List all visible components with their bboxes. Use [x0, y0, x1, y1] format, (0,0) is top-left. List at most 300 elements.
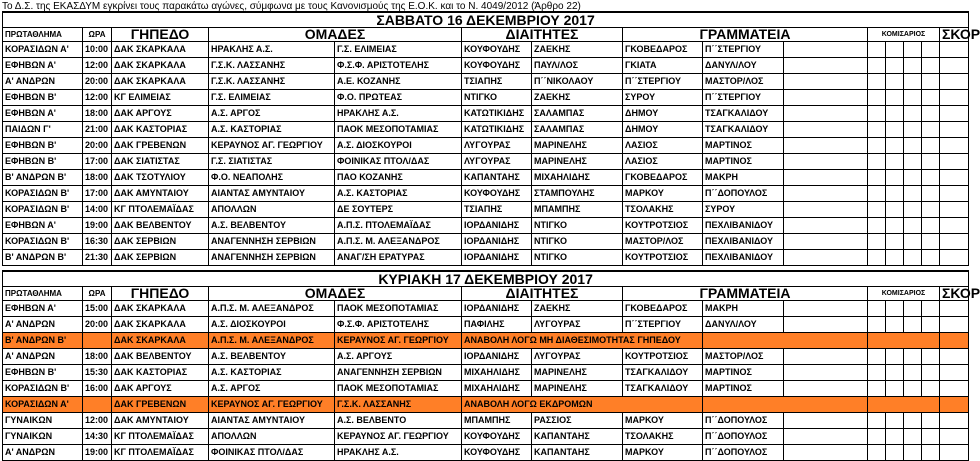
home-team-cell: Α.Σ. ΔΙΟΣΚΟΥΡΟΙ — [209, 317, 335, 333]
commissioner-cell — [904, 186, 922, 202]
away-team-cell: ΗΡΑΚΛΗΣ Α.Σ. — [335, 445, 462, 461]
official-2-cell: Π΄΄ΔΟΠΟΥΛΟΣ — [703, 413, 784, 429]
venue-cell: ΔΑΚ ΣΚΑΡΚΑΛΑ — [112, 42, 209, 58]
official-2-cell: ΔΑΝΥΛ/ΛΟΥ — [703, 58, 784, 74]
home-team-cell: Φ.Ο. ΝΕΑΠΟΛΗΣ — [209, 170, 335, 186]
game-row — [3, 381, 969, 397]
game-row — [3, 317, 969, 333]
official-2-cell: Π΄΄ΣΤΕΡΓΙΟΥ — [703, 42, 784, 58]
commissioner-cell — [922, 202, 940, 218]
away-team-cell: Φ.Ο. ΠΡΩΤΕΑΣ — [335, 90, 462, 106]
referee-1-cell: ΛΥΓΟΥΡΑΣ — [462, 154, 532, 170]
referee-2-cell: ΛΥΓΟΥΡΑΣ — [532, 317, 623, 333]
commissioner-cell — [922, 186, 940, 202]
header-championship: ΠΡΩΤΑΘΛΗΜΑ — [3, 28, 83, 42]
commissioner-cell — [868, 301, 886, 317]
category-cell: ΚΟΡΑΣΙΔΩΝ Α' — [3, 42, 83, 58]
commissioner-cell — [868, 122, 886, 138]
referee-2-cell: ΛΥΓΟΥΡΑΣ — [532, 349, 623, 365]
category-cell: ΓΥΝΑΙΚΩΝ — [3, 429, 83, 445]
commissioner-cell — [868, 106, 886, 122]
category-cell: Α' ΑΝΔΡΩΝ — [3, 74, 83, 90]
category-cell: ΚΟΡΑΣΙΔΩΝ Β' — [3, 202, 83, 218]
commissioner-cell — [904, 58, 922, 74]
game-row — [3, 333, 969, 349]
referee-1-cell: ΚΟΥΦΟΥΔΗΣ — [462, 42, 532, 58]
referee-2-cell: ΜΑΡΙΝΕΛΗΣ — [532, 138, 623, 154]
game-row — [3, 170, 969, 186]
commissioner-cell — [922, 106, 940, 122]
referee-2-cell: ΖΑΕΚΗΣ — [532, 90, 623, 106]
venue-cell: ΔΑΚ ΓΡΕΒΕΝΩΝ — [112, 397, 209, 413]
commissioner-cell — [868, 445, 886, 461]
official-2-cell: ΣΥΡΟΥ — [703, 202, 784, 218]
commissioner-cell — [904, 301, 922, 317]
score-cell — [940, 381, 969, 397]
official-1-cell: ΓΚΟΒΕΔΑΡΟΣ — [623, 170, 703, 186]
score-cell — [940, 202, 969, 218]
header-score: ΣΚΟΡ — [940, 28, 969, 42]
official-2-cell: ΠΕΧΛΙΒΑΝΙΔΟΥ — [703, 234, 784, 250]
score-cell — [940, 234, 969, 250]
venue-cell: ΔΑΚ ΣΙΑΤΙΣΤΑΣ — [112, 154, 209, 170]
referee-1-cell: ΜΠΑΜΠΗΣ — [462, 413, 532, 429]
commissioner-cell — [904, 122, 922, 138]
home-team-cell: Α.Σ. ΒΕΛΒΕΝΤΟΥ — [209, 218, 335, 234]
away-team-cell: ΠΑΟΚ ΜΕΣΟΠΟΤΑΜΙΑΣ — [335, 301, 462, 317]
official-2-cell: ΠΕΧΛΙΒΑΝΙΔΟΥ — [703, 218, 784, 234]
official-1-cell: ΣΥΡΟΥ — [623, 90, 703, 106]
game-row — [3, 397, 969, 413]
score-cell — [940, 58, 969, 74]
venue-cell: ΔΑΚ ΑΜΥΝΤΑΙΟΥ — [112, 413, 209, 429]
game-row — [3, 90, 969, 106]
referee-1-cell: ΙΟΡΔΑΝΙΔΗΣ — [462, 234, 532, 250]
venue-cell: ΔΑΚ ΒΕΛΒΕΝΤΟΥ — [112, 218, 209, 234]
commissioner-cell — [886, 381, 904, 397]
home-team-cell: ΑΙΑΝΤΑΣ ΑΜΥΝΤΑΙΟΥ — [209, 186, 335, 202]
away-team-cell: Α.Π.Σ. ΠΤΟΛΕΜΑΪΔΑΣ — [335, 218, 462, 234]
away-team-cell: ΔΕ ΣΟΥΤΕΡΣ — [335, 202, 462, 218]
commissioner-cell — [868, 138, 886, 154]
home-team-cell: Α.Σ. ΒΕΛΒΕΝΤΟΥ — [209, 349, 335, 365]
home-team-cell: ΑΝΑΓΕΝΝΗΣΗ ΣΕΡΒΙΩΝ — [209, 234, 335, 250]
official-3-cell — [784, 250, 868, 266]
category-cell: ΕΦΗΒΩΝ Β' — [3, 154, 83, 170]
home-team-cell: Α.Σ. ΚΑΣΤΟΡΙΑΣ — [209, 122, 335, 138]
category-cell: Α' ΑΝΔΡΩΝ — [3, 317, 83, 333]
commissioner-cell — [886, 58, 904, 74]
score-cell — [940, 317, 969, 333]
commissioner-cell — [868, 58, 886, 74]
category-cell: ΚΟΡΑΣΙΔΩΝ Β' — [3, 186, 83, 202]
commissioner-cell — [868, 186, 886, 202]
home-team-cell: ΑΠΟΛΛΩΝ — [209, 202, 335, 218]
away-team-cell: ΚΕΡΑΥΝΟΣ ΑΓ. ΓΕΩΡΓΙΟΥ — [335, 429, 462, 445]
commissioner-cell — [922, 234, 940, 250]
commissioner-cell — [886, 42, 904, 58]
header-score: ΣΚΟΡ — [940, 287, 969, 301]
official-2-cell: ΜΑΚΡΗ — [703, 170, 784, 186]
referee-1-cell: ΤΣΙΑΠΗΣ — [462, 202, 532, 218]
official-1-cell: ΓΚΟΒΕΔΑΡΟΣ — [623, 301, 703, 317]
referee-2-cell: ΠΑΥΛ/ΛΟΣ — [532, 58, 623, 74]
referee-1-cell: ΚΟΥΦΟΥΔΗΣ — [462, 58, 532, 74]
referee-2-cell: ΚΑΠΑΝΤΑΗΣ — [532, 445, 623, 461]
header-referees: ΔΙΑΙΤΗΤΕΣ — [462, 287, 623, 301]
home-team-cell: Γ.Σ. ΣΙΑΤΙΣΤΑΣ — [209, 154, 335, 170]
official-1-cell: ΔΗΜΟΥ — [623, 106, 703, 122]
commissioner-cell — [868, 333, 940, 349]
referee-2-cell: ΜΙΧΑΗΛΙΔΗΣ — [532, 170, 623, 186]
official-1-cell: ΜΑΡΚΟΥ — [623, 445, 703, 461]
referee-2-cell: ΣΤΑΜΠΟΥΛΗΣ — [532, 186, 623, 202]
referee-1-cell: ΙΟΡΔΑΝΙΔΗΣ — [462, 349, 532, 365]
official-1-cell: Π΄΄ΣΤΕΡΓΙΟΥ — [623, 74, 703, 90]
commissioner-cell — [922, 413, 940, 429]
referee-2-cell: ΝΤΙΓΚΟ — [532, 250, 623, 266]
official-2-cell: Π΄΄ΔΟΠΟΥΛΟΣ — [703, 186, 784, 202]
game-row — [3, 234, 969, 250]
official-3-cell — [784, 381, 868, 397]
away-team-cell: ΠΑΟΚ ΜΕΣΟΠΟΤΑΜΙΑΣ — [335, 122, 462, 138]
commissioner-cell — [922, 138, 940, 154]
game-row — [3, 186, 969, 202]
time-cell: 14:30 — [83, 429, 112, 445]
official-1-cell: ΜΑΣΤΟΡ/ΛΟΣ — [623, 234, 703, 250]
referee-2-cell: ΝΤΙΓΚΟ — [532, 218, 623, 234]
header-time: ΩΡΑ — [83, 28, 112, 42]
time-cell: 18:00 — [83, 349, 112, 365]
game-row — [3, 445, 969, 461]
official-3-cell — [784, 122, 868, 138]
away-team-cell: ΚΕΡΑΥΝΟΣ ΑΓ. ΓΕΩΡΓΙΟΥ — [335, 333, 462, 349]
time-cell: 15:00 — [83, 301, 112, 317]
official-2-cell: ΜΑΡΤΙΝΟΣ — [703, 138, 784, 154]
category-cell: ΚΟΡΑΣΙΔΩΝ Β' — [3, 381, 83, 397]
commissioner-cell — [868, 250, 886, 266]
commissioner-cell — [922, 429, 940, 445]
score-cell — [940, 122, 969, 138]
official-2-cell: Π΄΄ΔΟΠΟΥΛΟΣ — [703, 445, 784, 461]
referee-2-cell: ΜΑΡΙΝΕΛΗΣ — [532, 365, 623, 381]
time-cell: 18:00 — [83, 106, 112, 122]
category-cell: Β' ΑΝΔΡΩΝ Β' — [3, 170, 83, 186]
commissioner-cell — [886, 138, 904, 154]
referee-2-cell: ΖΑΕΚΗΣ — [532, 301, 623, 317]
commissioner-cell — [868, 74, 886, 90]
game-row — [3, 42, 969, 58]
commissioner-cell — [886, 413, 904, 429]
day-title: ΣΑΒΒΑΤΟ 16 ΔΕΚΕΜΒΡΙΟΥ 2017 — [3, 12, 969, 28]
commissioner-cell — [868, 397, 940, 413]
category-cell: ΕΦΗΒΩΝ Β' — [3, 138, 83, 154]
venue-cell: ΔΑΚ ΣΚΑΡΚΑΛΑ — [112, 333, 209, 349]
game-row — [3, 349, 969, 365]
venue-cell: ΚΓ ΠΤΟΛΕΜΑΪΔΑΣ — [112, 445, 209, 461]
referee-1-cell: ΙΟΡΔΑΝΙΔΗΣ — [462, 250, 532, 266]
commissioner-cell — [886, 90, 904, 106]
official-2-cell: ΠΕΧΛΙΒΑΝΙΔΟΥ — [703, 250, 784, 266]
day-title: ΚΥΡΙΑΚΗ 17 ΔΕΚΕΜΒΡΙΟΥ 2017 — [3, 271, 969, 287]
commissioner-cell — [886, 250, 904, 266]
commissioner-cell — [868, 202, 886, 218]
official-1-cell: ΚΟΥΤΡΟΤΣΙΟΣ — [623, 218, 703, 234]
header-time: ΩΡΑ — [83, 287, 112, 301]
venue-cell: ΔΑΚ ΚΑΣΤΟΡΙΑΣ — [112, 365, 209, 381]
official-1-cell: ΓΚΟΒΕΔΑΡΟΣ — [623, 42, 703, 58]
commissioner-cell — [904, 413, 922, 429]
referee-1-cell: ΝΤΙΓΚΟ — [462, 90, 532, 106]
away-team-cell: ΠΑΟΚ ΜΕΣΟΠΟΤΑΜΙΑΣ — [335, 381, 462, 397]
category-cell: Α' ΑΝΔΡΩΝ — [3, 349, 83, 365]
category-cell: Α' ΑΝΔΡΩΝ — [3, 445, 83, 461]
official-2-cell: ΔΑΝΥΛ/ΛΟΥ — [703, 317, 784, 333]
officials-cell — [703, 333, 868, 349]
home-team-cell: Α.Σ. ΑΡΓΟΣ — [209, 106, 335, 122]
official-2-cell: ΤΣΑΓΚΑΛΙΔΟΥ — [703, 106, 784, 122]
commissioner-cell — [886, 317, 904, 333]
referee-1-cell: ΤΣΙΑΠΗΣ — [462, 74, 532, 90]
away-team-cell: Α.Σ. ΑΡΓΟΥΣ — [335, 349, 462, 365]
time-cell: 21:00 — [83, 122, 112, 138]
commissioner-cell — [904, 74, 922, 90]
commissioner-cell — [886, 218, 904, 234]
away-team-cell: ΗΡΑΚΛΗΣ Α.Σ. — [335, 106, 462, 122]
official-1-cell: ΜΑΡΚΟΥ — [623, 413, 703, 429]
venue-cell: ΔΑΚ ΑΡΓΟΥΣ — [112, 106, 209, 122]
official-3-cell — [784, 365, 868, 381]
home-team-cell: Γ.Σ.Κ. ΛΑΣΣΑΝΗΣ — [209, 58, 335, 74]
commissioner-cell — [904, 365, 922, 381]
referee-2-cell: ΣΑΛΑΜΠΑΣ — [532, 122, 623, 138]
commissioner-cell — [868, 170, 886, 186]
commissioner-cell — [922, 58, 940, 74]
official-3-cell — [784, 445, 868, 461]
referee-2-cell: ΝΤΙΓΚΟ — [532, 234, 623, 250]
game-row — [3, 413, 969, 429]
commissioner-cell — [904, 445, 922, 461]
away-team-cell: Α.Π.Σ. Μ. ΑΛΕΞΑΝΔΡΟΣ — [335, 234, 462, 250]
category-cell: ΕΦΗΒΩΝ Β' — [3, 365, 83, 381]
time-cell: 10:00 — [83, 42, 112, 58]
home-team-cell: Α.Σ. ΑΡΓΟΣ — [209, 381, 335, 397]
away-team-cell: ΠΑΟ ΚΟΖΑΝΗΣ — [335, 170, 462, 186]
official-1-cell: Π΄΄ΣΤΕΡΓΙΟΥ — [623, 317, 703, 333]
header-venue: ΓΗΠΕΔΟ — [112, 287, 209, 301]
category-cell: ΕΦΗΒΩΝ Β' — [3, 90, 83, 106]
away-team-cell: ΑΝΑΓΕΝΝΗΣΗ ΣΕΡΒΙΩΝ — [335, 365, 462, 381]
category-cell: ΚΟΡΑΣΙΔΩΝ Α' — [3, 397, 83, 413]
away-team-cell: Φ.Σ.Φ. ΑΡΙΣΤΟΤΕΛΗΣ — [335, 317, 462, 333]
score-cell — [940, 429, 969, 445]
referee-1-cell: ΚΟΥΦΟΥΔΗΣ — [462, 429, 532, 445]
commissioner-cell — [904, 218, 922, 234]
commissioner-cell — [922, 42, 940, 58]
time-cell: 14:00 — [83, 202, 112, 218]
commissioner-cell — [922, 90, 940, 106]
commissioner-cell — [904, 317, 922, 333]
venue-cell: ΚΓ ΕΛΙΜΕΙΑΣ — [112, 90, 209, 106]
commissioner-cell — [868, 349, 886, 365]
commissioner-cell — [886, 186, 904, 202]
official-1-cell: ΓΚΙΑΤΑ — [623, 58, 703, 74]
game-row — [3, 58, 969, 74]
game-row — [3, 122, 969, 138]
score-cell — [940, 445, 969, 461]
time-cell: 21:30 — [83, 250, 112, 266]
commissioner-cell — [922, 317, 940, 333]
away-team-cell: Γ.Σ.Κ. ΛΑΣΣΑΝΗΣ — [335, 397, 462, 413]
official-2-cell: ΜΑΡΤΙΝΟΣ — [703, 365, 784, 381]
home-team-cell: Γ.Σ.Κ. ΛΑΣΣΑΝΗΣ — [209, 74, 335, 90]
time-cell: 16:00 — [83, 381, 112, 397]
official-3-cell — [784, 58, 868, 74]
commissioner-cell — [886, 106, 904, 122]
game-row — [3, 154, 969, 170]
header-table-officials: ΓΡΑΜΜΑΤΕΙΑ — [623, 28, 868, 42]
referee-1-cell: ΠΑΦΙΛΗΣ — [462, 317, 532, 333]
game-row — [3, 106, 969, 122]
venue-cell: ΔΑΚ ΚΑΣΤΟΡΙΑΣ — [112, 122, 209, 138]
venue-cell: ΔΑΚ ΣΚΑΡΚΑΛΑ — [112, 58, 209, 74]
commissioner-cell — [904, 250, 922, 266]
time-cell: 19:00 — [83, 445, 112, 461]
commissioner-cell — [922, 349, 940, 365]
referee-2-cell: ΜΑΡΙΝΕΛΗΣ — [532, 381, 623, 397]
official-3-cell — [784, 317, 868, 333]
official-1-cell: ΚΟΥΤΡΟΤΣΙΟΣ — [623, 349, 703, 365]
commissioner-cell — [922, 381, 940, 397]
category-cell: ΕΦΗΒΩΝ Α' — [3, 218, 83, 234]
commissioner-cell — [868, 381, 886, 397]
game-row — [3, 202, 969, 218]
game-row — [3, 250, 969, 266]
time-cell — [83, 333, 112, 349]
commissioner-cell — [886, 154, 904, 170]
header-teams: ΟΜΑΔΕΣ — [209, 287, 462, 301]
header-table-officials: ΓΡΑΜΜΑΤΕΙΑ — [623, 287, 868, 301]
commissioner-cell — [904, 90, 922, 106]
referee-2-cell: Π΄΄ΝΙΚΟΛΑΟΥ — [532, 74, 623, 90]
referee-2-cell: ΚΑΠΑΝΤΑΗΣ — [532, 429, 623, 445]
commissioner-cell — [868, 317, 886, 333]
referee-1-cell: ΚΟΥΦΟΥΔΗΣ — [462, 445, 532, 461]
header-commissioner: ΚΟΜΙΣΑΡΙΟΣ — [868, 28, 940, 42]
time-cell: 20:00 — [83, 317, 112, 333]
official-2-cell: ΜΑΚΡΗ — [703, 301, 784, 317]
referee-2-cell: ΡΑΣΣΙΟΣ — [532, 413, 623, 429]
commissioner-cell — [886, 349, 904, 365]
time-cell: 12:00 — [83, 58, 112, 74]
official-2-cell: ΜΑΣΤΟΡ/ΛΟΣ — [703, 74, 784, 90]
home-team-cell: Α.Σ. ΚΑΣΤΟΡΙΑΣ — [209, 365, 335, 381]
away-team-cell: Α.Σ. ΒΕΛΒΕΝΤΟ — [335, 413, 462, 429]
time-cell: 16:30 — [83, 234, 112, 250]
venue-cell: ΔΑΚ ΣΚΑΡΚΑΛΑ — [112, 317, 209, 333]
score-cell — [940, 154, 969, 170]
venue-cell: ΔΑΚ ΤΣΟΤΥΛΙΟΥ — [112, 170, 209, 186]
venue-cell: ΔΑΚ ΑΡΓΟΥΣ — [112, 381, 209, 397]
away-team-cell: ΑΝΑΓ/ΣΗ ΕΡΑΤΥΡΑΣ — [335, 250, 462, 266]
time-cell: 19:00 — [83, 218, 112, 234]
referee-1-cell: ΚΑΤΩΤΙΚΙΔΗΣ — [462, 106, 532, 122]
header-referees: ΔΙΑΙΤΗΤΕΣ — [462, 28, 623, 42]
official-2-cell: ΤΣΑΓΚΑΛΙΔΟΥ — [703, 122, 784, 138]
home-team-cell: ΚΕΡΑΥΝΟΣ ΑΓ. ΓΕΩΡΓΙΟΥ — [209, 138, 335, 154]
header-championship: ΠΡΩΤΑΘΛΗΜΑ — [3, 287, 83, 301]
venue-cell: ΔΑΚ ΣΕΡΒΙΩΝ — [112, 250, 209, 266]
official-2-cell: Π΄΄ΣΤΕΡΓΙΟΥ — [703, 90, 784, 106]
commissioner-cell — [886, 170, 904, 186]
commissioner-cell — [868, 42, 886, 58]
commissioner-cell — [868, 90, 886, 106]
commissioner-cell — [922, 365, 940, 381]
home-team-cell: Α.Π.Σ. Μ. ΑΛΕΞΑΝΔΡΟΣ — [209, 301, 335, 317]
time-cell — [83, 397, 112, 413]
category-cell: ΕΦΗΒΩΝ Α' — [3, 301, 83, 317]
venue-cell: ΔΑΚ ΣΚΑΡΚΑΛΑ — [112, 74, 209, 90]
official-2-cell: ΜΑΡΤΙΝΟΣ — [703, 381, 784, 397]
score-cell — [940, 42, 969, 58]
category-cell: Β' ΑΝΔΡΩΝ Β' — [3, 250, 83, 266]
venue-cell: ΔΑΚ ΑΜΥΝΤΑΙΟΥ — [112, 186, 209, 202]
commissioner-cell — [922, 154, 940, 170]
venue-cell: ΔΑΚ ΣΕΡΒΙΩΝ — [112, 234, 209, 250]
header-teams: ΟΜΑΔΕΣ — [209, 28, 462, 42]
commissioner-cell — [886, 234, 904, 250]
game-row — [3, 138, 969, 154]
commissioner-cell — [922, 445, 940, 461]
score-cell — [940, 301, 969, 317]
category-cell: ΕΦΗΒΩΝ Α' — [3, 58, 83, 74]
referee-1-cell: ΙΟΡΔΑΝΙΔΗΣ — [462, 301, 532, 317]
commissioner-cell — [904, 106, 922, 122]
official-3-cell — [784, 170, 868, 186]
referee-2-cell: ΖΑΕΚΗΣ — [532, 42, 623, 58]
referee-1-cell: ΜΙΧΑΗΛΙΔΗΣ — [462, 365, 532, 381]
away-team-cell: Γ.Σ. ΕΛΙΜΕΙΑΣ — [335, 42, 462, 58]
commissioner-cell — [922, 218, 940, 234]
game-row — [3, 218, 969, 234]
official-1-cell: ΔΗΜΟΥ — [623, 122, 703, 138]
venue-cell: ΚΓ ΠΤΟΛΕΜΑΪΔΑΣ — [112, 429, 209, 445]
category-cell: ΚΟΡΑΣΙΔΩΝ Β' — [3, 234, 83, 250]
commissioner-cell — [904, 202, 922, 218]
official-1-cell: ΤΣΟΛΑΚΗΣ — [623, 202, 703, 218]
sunday-schedule-table — [2, 270, 980, 461]
venue-cell: ΔΑΚ ΣΚΑΡΚΑΛΑ — [112, 301, 209, 317]
home-team-cell: Α.Π.Σ. Μ. ΑΛΕΞΑΝΔΡΟΣ — [209, 333, 335, 349]
venue-cell: ΚΓ ΠΤΟΛΕΜΑΪΔΑΣ — [112, 202, 209, 218]
commissioner-cell — [904, 154, 922, 170]
official-3-cell — [784, 186, 868, 202]
commissioner-cell — [922, 250, 940, 266]
referee-1-cell: ΚΑΠΑΝΤΑΗΣ — [462, 170, 532, 186]
official-1-cell: ΜΑΡΚΟΥ — [623, 186, 703, 202]
score-cell — [940, 186, 969, 202]
commissioner-cell — [868, 154, 886, 170]
category-cell: Β' ΑΝΔΡΩΝ Β' — [3, 333, 83, 349]
referee-1-cell: ΙΟΡΔΑΝΙΔΗΣ — [462, 218, 532, 234]
intro-text: Το Δ.Σ. της ΕΚΑΣΔΥΜ εγκρίνει τους παρακάτω αγώνες, σύμφωνα με τους Κανονισμούς της Ε.Ο.Κ. και το Ν. 4049/2012 (Άρθρο 22) — [2, 1, 581, 12]
score-cell — [940, 333, 969, 349]
venue-cell: ΔΑΚ ΒΕΛΒΕΝΤΟΥ — [112, 349, 209, 365]
score-cell — [940, 365, 969, 381]
score-cell — [940, 90, 969, 106]
commissioner-cell — [904, 42, 922, 58]
official-3-cell — [784, 413, 868, 429]
